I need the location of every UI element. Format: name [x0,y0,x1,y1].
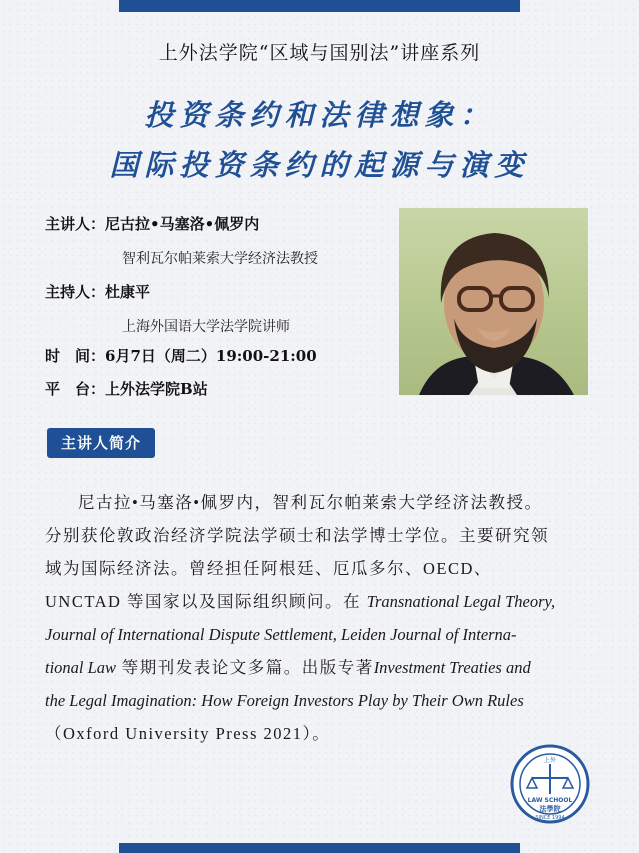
main-title-line-1: 投资条约和法律想象： [144,98,495,132]
bio-line-6-text: 等期刊发表论文多篇。出版专著 [116,658,374,677]
host-affiliation: 上海外国语大学法学院讲师 [122,319,290,335]
svg-text:上外: 上外 [543,757,557,764]
bio-line-4-text: UNCTAD 等国家以及国际组织顾问。在 [45,592,367,611]
bio-paragraph [45,486,597,750]
bio-line-7-italic: the Legal Imagination: How Foreign Investors Play by Their Own Rules [45,691,524,710]
speaker-photo [399,208,588,395]
bio-line-2: 分别获伦敦政治经济学院法学硕士和法学博士学位。主要研究领 [45,526,549,545]
bio-line-6-italic-a: tional Law [45,658,117,677]
bio-line-6-italic-b: Investment Treaties and [373,658,531,677]
top-bar [119,0,520,12]
bio-line-5 [45,618,597,651]
time-value: 6月7日（周二）19:00-21:00 [105,347,317,365]
bio-heading-badge: 主讲人简介 [47,428,155,458]
bio-line-5-italic: Journal of International Dispute Settlement, Leiden Journal of Interna- [45,625,517,644]
bio-line-3: 域为国际经济法。曾经担任阿根廷、厄瓜多尔、OECD、 [45,559,492,578]
time-key: 时 间： [45,347,106,365]
bio-line-7 [45,684,597,717]
lecture-series-title: 上外法学院“区域与国别法”讲座系列 [158,42,481,64]
host-key: 主持人： [45,283,106,301]
speaker-affiliation: 智利瓦尔帕莱索大学经济法教授 [122,251,318,267]
platform-value: 上外法学院B站 [105,380,208,398]
svg-text:SINCE 1994: SINCE 1994 [535,815,565,821]
svg-text:法學院: 法學院 [539,805,561,813]
time-row [45,345,317,366]
law-school-seal-logo [510,744,590,824]
platform-key: 平 台： [45,380,106,398]
bio-line-4 [45,585,597,618]
speaker-row [45,213,259,234]
main-title-line-2: 国际投资条约的起源与演变 [109,148,530,182]
bio-line-8: （Oxford University Press 2021）。 [45,724,331,743]
platform-row [45,378,208,399]
speaker-key: 主讲人： [45,215,106,233]
bio-line-4-italic: Transnational Legal Theory, [366,592,556,611]
bio-line-6 [45,651,597,684]
speaker-name: 尼古拉•马塞洛•佩罗内 [105,215,260,233]
host-name: 杜康平 [105,283,151,301]
host-row [45,281,150,302]
svg-text:LAW SCHOOL: LAW SCHOOL [527,797,573,804]
bottom-bar [119,843,520,853]
bio-line-1: 尼古拉•马塞洛•佩罗内，智利瓦尔帕莱索大学经济法教授。 [78,493,543,512]
